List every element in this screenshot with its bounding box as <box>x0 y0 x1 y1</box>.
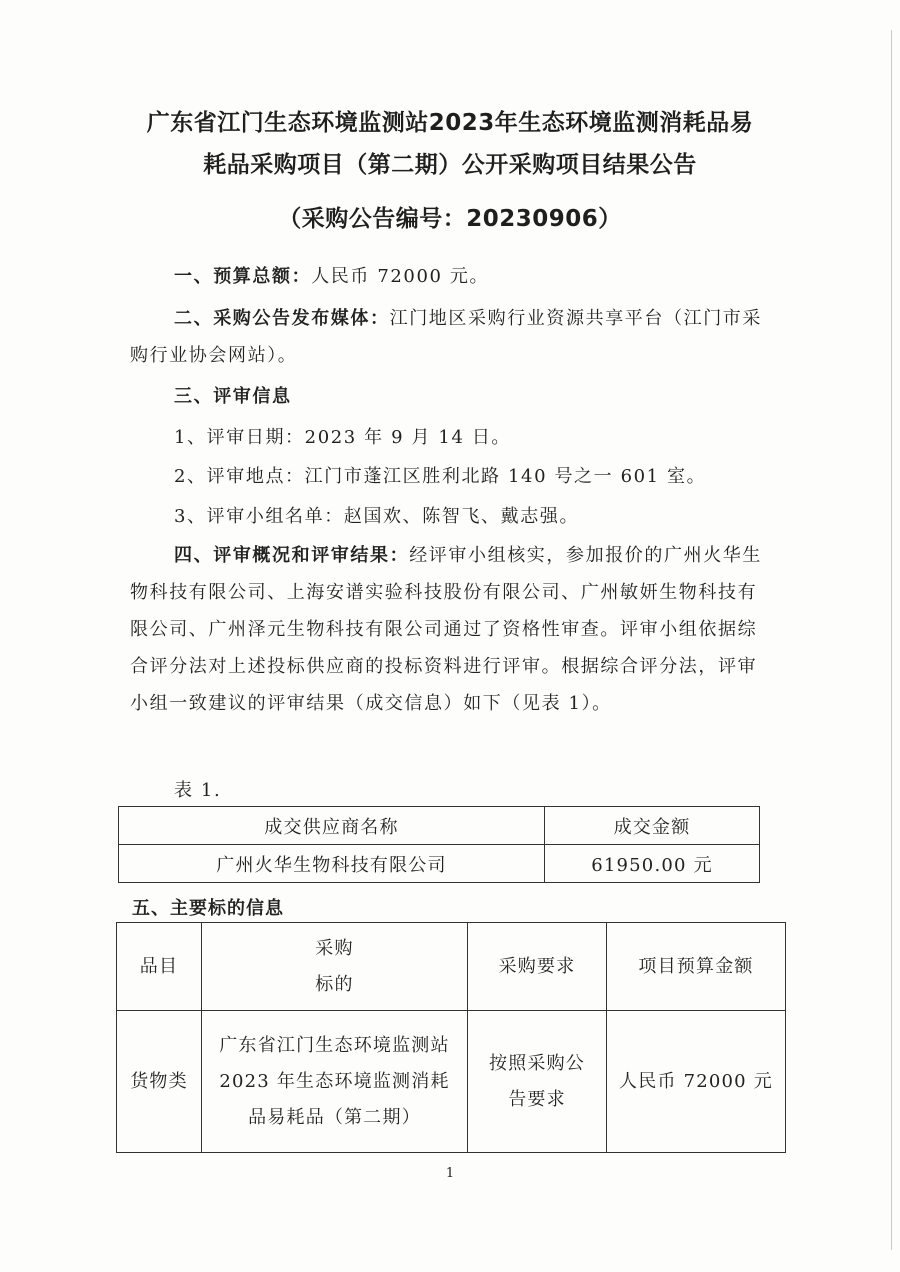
deal-amount: 61950.00 元 <box>545 845 760 883</box>
subject-header-category: 品目 <box>117 923 202 1011</box>
review-location: 2、评审地点：江门市蓬江区胜利北路 140 号之一 601 室。 <box>174 466 707 487</box>
subject-header-requirement: 采购要求 <box>468 923 607 1011</box>
section-budget-label: 一、预算总额： <box>174 266 312 287</box>
subject-table <box>116 922 786 1153</box>
table1-caption: 表 1. <box>174 780 222 801</box>
scan-edge-divider <box>891 30 892 1250</box>
section-review-result <box>130 537 770 722</box>
subject-header-subject <box>202 923 468 1011</box>
deal-table <box>118 806 760 883</box>
title-line-2: 耗品采购项目（第二期）公开采购项目结果公告 <box>203 152 697 178</box>
page-number: 1 <box>445 1166 455 1181</box>
section-result-text: 经评审小组核实，参加报价的广州火华生物科技有限公司、上海安谱实验科技股份有限公司、广州敏妍生物科技有限公司、广州泽元生物科技有限公司通过了资格性审查。评审小组依据综合评分法对上述投标供应商的投标资料进行评审。根据综合评分法，评审小组一致建议的评审结果（成交信息）如下（见表 1）。 <box>130 545 763 714</box>
subject-category: 货物类 <box>117 1011 202 1153</box>
section-media <box>130 300 770 374</box>
table-row <box>119 845 760 883</box>
subject-name: 广东省江门生态环境监测站 2023 年生态环境监测消耗品易耗品（第二期） <box>202 1011 468 1153</box>
table-row <box>117 1011 786 1153</box>
section-budget <box>130 258 770 295</box>
subject-budget: 人民币 72000 元 <box>607 1011 786 1153</box>
review-date: 1、评审日期：2023 年 9 月 14 日。 <box>174 427 512 448</box>
subject-header-budget: 项目预算金额 <box>607 923 786 1011</box>
title-line-1: 广东省江门生态环境监测站2023年生态环境监测消耗品易 <box>146 110 754 136</box>
announcement-number: （采购公告编号：20230906） <box>278 206 622 232</box>
section-result-label: 四、评审概况和评审结果： <box>174 545 410 566</box>
subject-header-line1: 采购 <box>315 937 354 959</box>
section-media-text: 江门地区采购行业资源共享平台（江门市采购行业协会网站）。 <box>130 308 763 366</box>
section-budget-text: 人民币 72000 元。 <box>311 266 490 287</box>
deal-supplier: 广州火华生物科技有限公司 <box>119 845 545 883</box>
deal-header-amount: 成交金额 <box>545 807 760 845</box>
section-media-label: 二、采购公告发布媒体： <box>174 308 390 329</box>
section-review-info <box>130 378 770 415</box>
section-main-subject: 五、主要标的信息 <box>132 898 284 919</box>
subject-header-line2: 标的 <box>315 973 354 995</box>
section-review-label: 三、评审信息 <box>174 386 292 407</box>
subject-requirement: 按照采购公告要求 <box>468 1011 607 1153</box>
deal-header-supplier: 成交供应商名称 <box>119 807 545 845</box>
review-panel: 3、评审小组名单：赵国欢、陈智飞、戴志强。 <box>174 506 580 527</box>
